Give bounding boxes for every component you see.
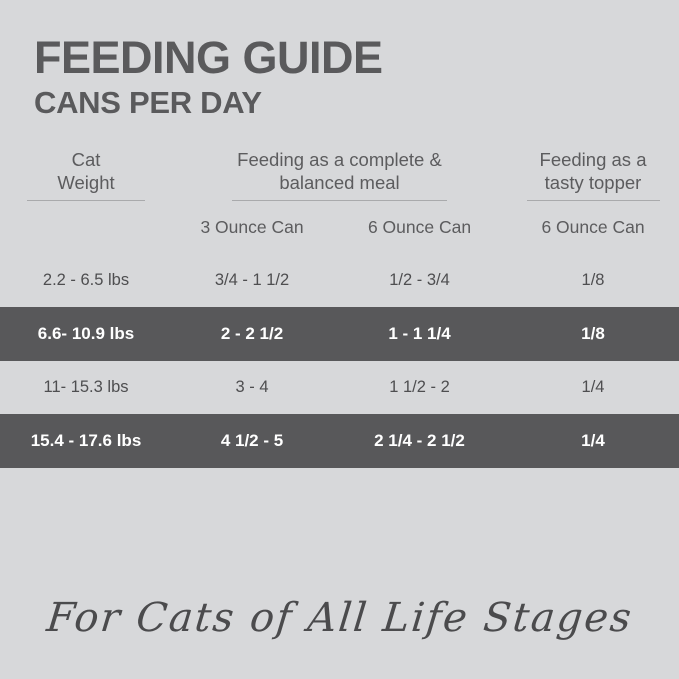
- footer: [0, 595, 679, 641]
- cell-6oz-topper: 1/8: [581, 271, 605, 290]
- cell-6oz-meal: 2 1/4 - 2 1/2: [374, 431, 465, 451]
- feeding-table: [0, 142, 679, 468]
- table-row: [0, 414, 679, 468]
- page-title: FEEDING GUIDE: [34, 32, 383, 83]
- group-header-cat-weight: [0, 142, 172, 201]
- cell-6oz-topper: 1/4: [581, 431, 605, 451]
- cell-6oz-topper: 1/8: [581, 324, 605, 344]
- cell-weight: 2.2 - 6.5 lbs: [42, 271, 130, 290]
- column-header-6-ounce-can-meal: 6 Ounce Can: [367, 217, 472, 238]
- group-header-complete-meal: [172, 142, 507, 201]
- cell-weight: 11- 15.3 lbs: [43, 378, 129, 397]
- group-header-tasty-topper-line2: tasty topper: [544, 172, 642, 194]
- cell-3oz-meal: 3 - 4: [235, 378, 269, 397]
- footer-tagline: For Cats of All Life Stages: [44, 595, 635, 641]
- page-subtitle: CANS PER DAY: [34, 85, 262, 121]
- cell-weight: 15.4 - 17.6 lbs: [30, 431, 142, 451]
- table-row: [0, 307, 679, 361]
- table-column-header-row: [0, 201, 679, 254]
- column-header-3-ounce-can: 3 Ounce Can: [200, 217, 304, 238]
- cell-6oz-meal: 1/2 - 3/4: [389, 271, 450, 290]
- table-row: [0, 361, 679, 414]
- group-header-tasty-topper-line1: Feeding as a: [539, 148, 647, 170]
- column-header-blank: [0, 201, 172, 254]
- cell-6oz-topper: 1/4: [581, 378, 605, 397]
- title-block: [0, 0, 679, 120]
- group-header-complete-meal-line1: Feeding as a complete &: [237, 148, 442, 170]
- group-header-tasty-topper: [507, 142, 679, 201]
- table-group-header-row: [0, 142, 679, 201]
- cell-6oz-meal: 1 1/2 - 2: [389, 378, 450, 397]
- cell-3oz-meal: 2 - 2 1/2: [220, 324, 284, 344]
- cell-3oz-meal: 4 1/2 - 5: [220, 431, 284, 451]
- cell-3oz-meal: 3/4 - 1 1/2: [214, 271, 290, 290]
- table-row: [0, 254, 679, 307]
- group-header-cat-weight-line2: Weight: [57, 172, 115, 194]
- cell-weight: 6.6- 10.9 lbs: [37, 324, 135, 344]
- group-header-cat-weight-line1: Cat: [71, 148, 101, 170]
- column-header-6-ounce-can-topper: 6 Ounce Can: [541, 217, 645, 238]
- cell-6oz-meal: 1 - 1 1/4: [388, 324, 451, 344]
- group-header-complete-meal-line2: balanced meal: [279, 172, 400, 194]
